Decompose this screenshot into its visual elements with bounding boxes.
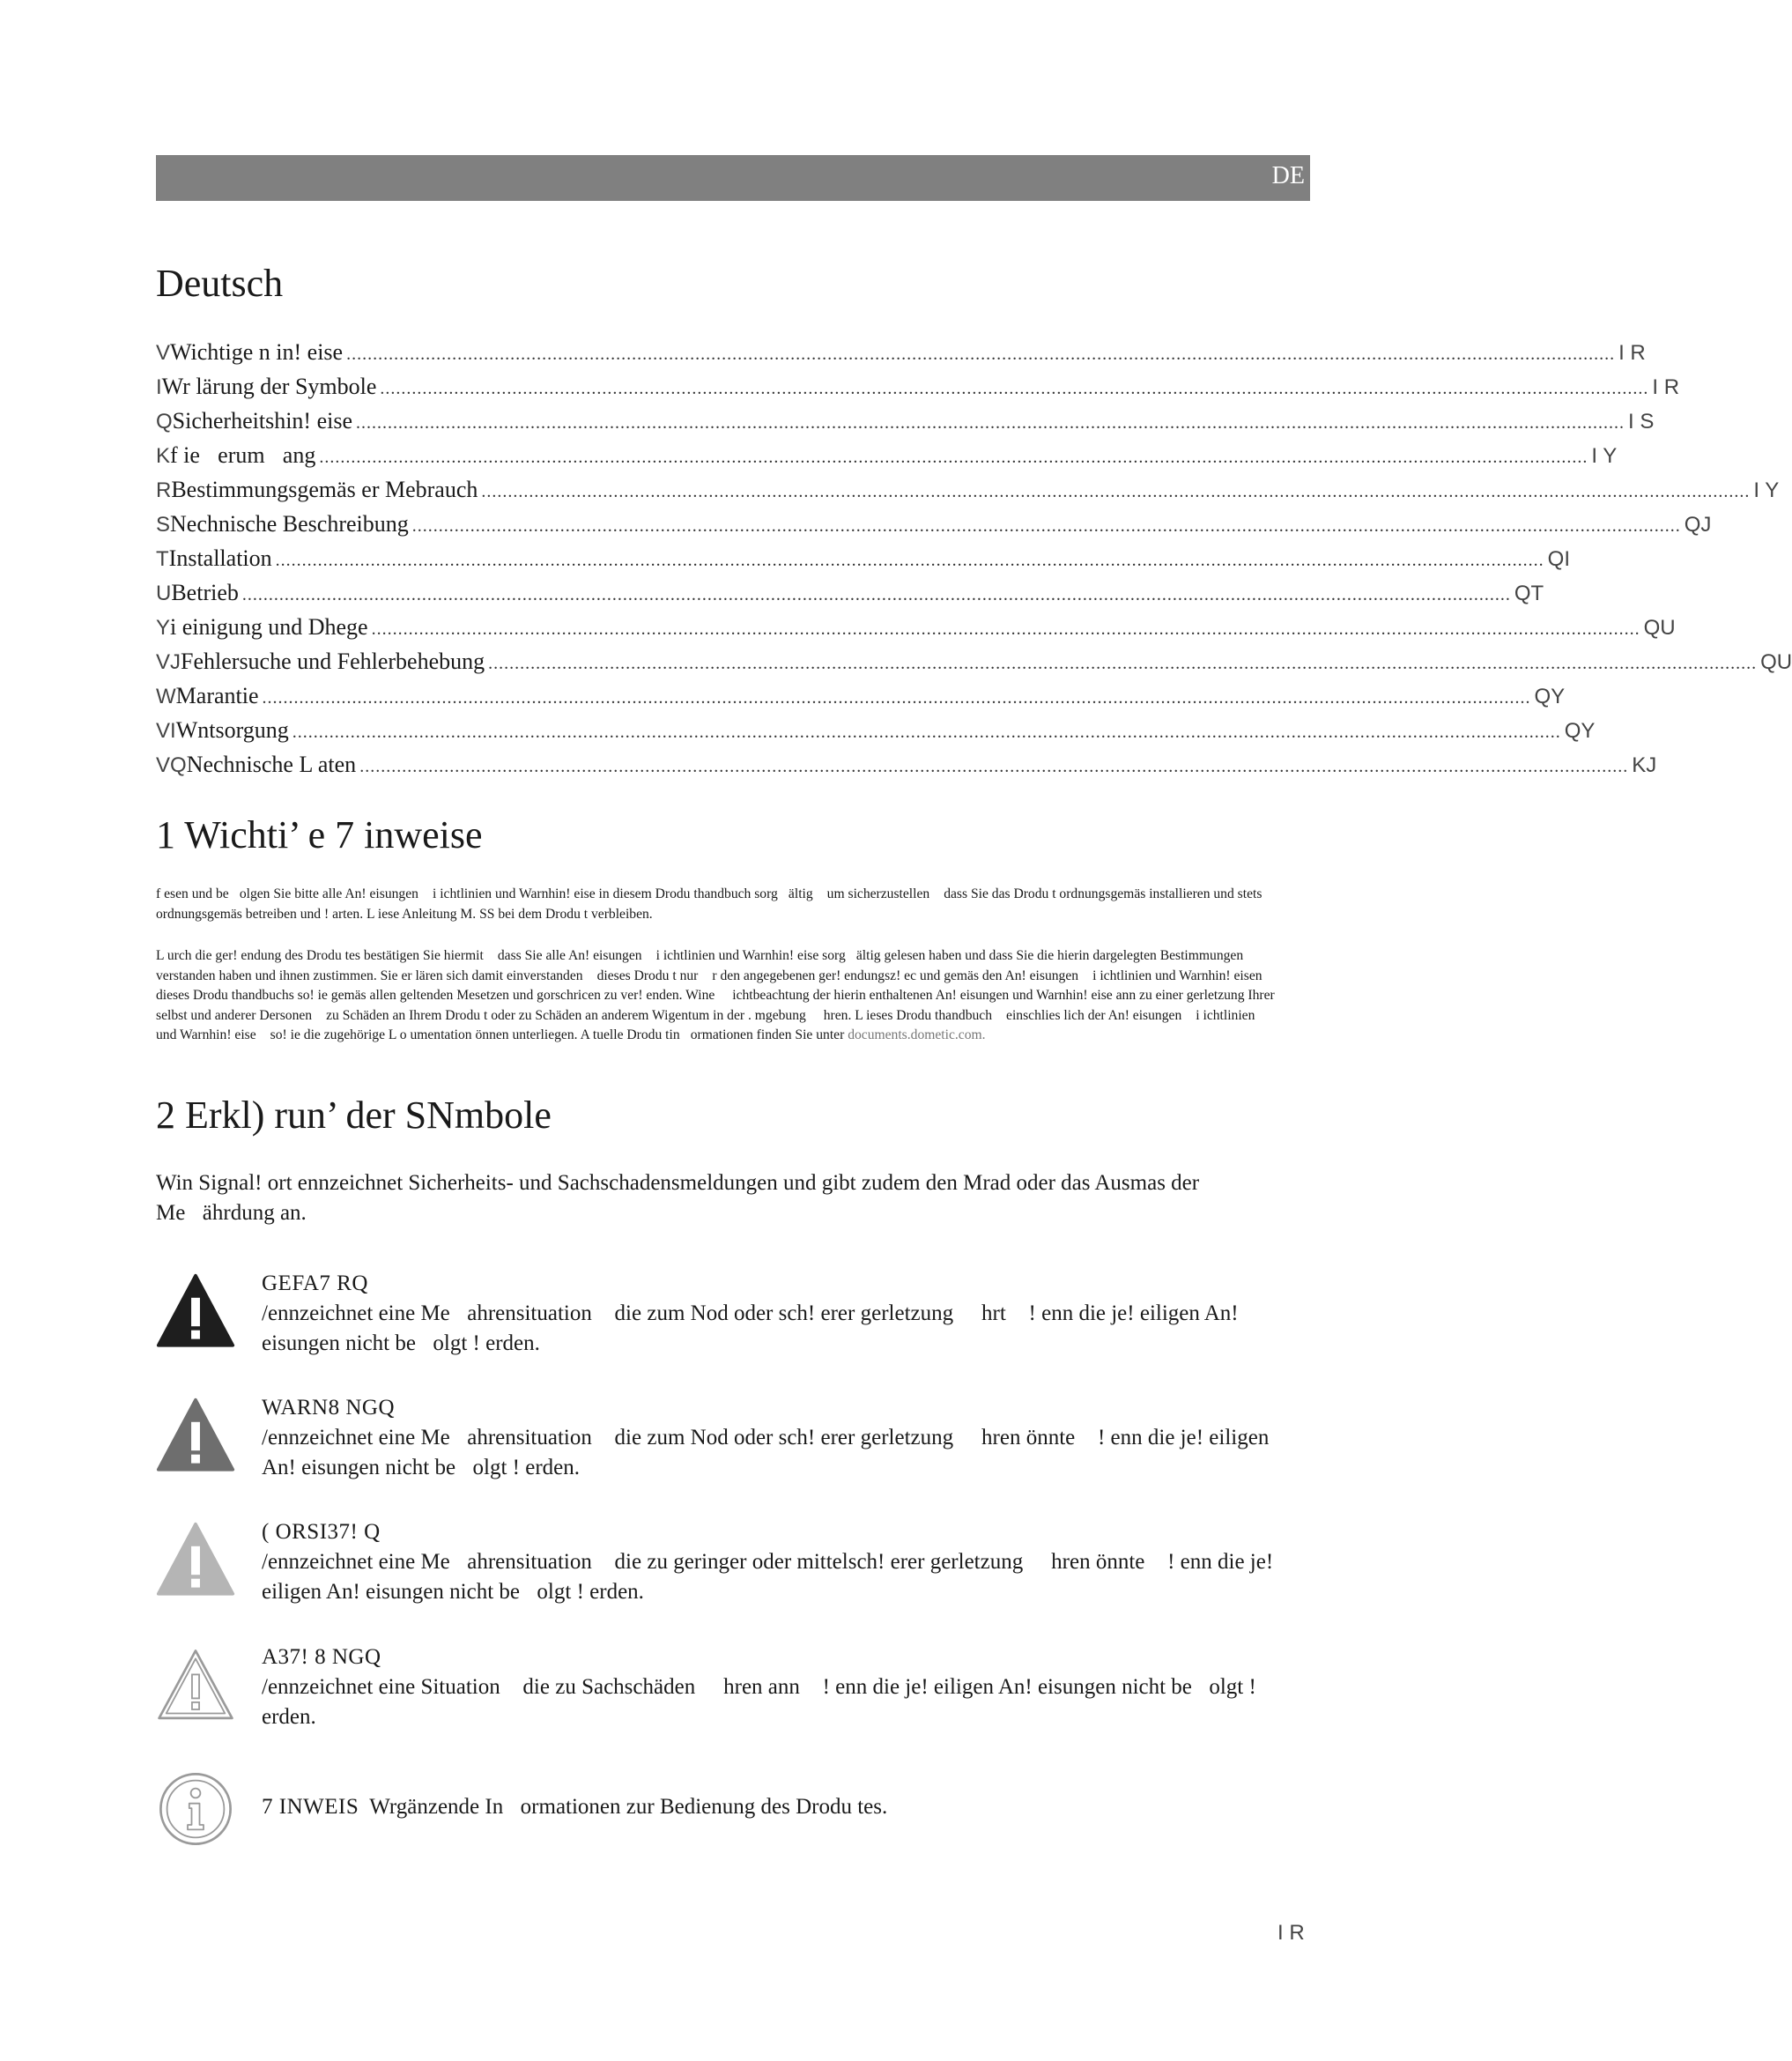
toc-entry[interactable]: [156, 472, 1780, 507]
toc-entry-page: QU: [1760, 650, 1792, 674]
toc-entry-number: VI: [156, 719, 176, 743]
warning-label: WARN8 NGQ: [262, 1396, 396, 1420]
section-2-intro: Win Signal! ort ennzeichnet Sicherheits- und Sachschadensmeldungen und gibt zudem den Mrad oder das Ausmas der Me ährdung an.: [156, 1171, 1200, 1225]
toc-leader-dots: ................................................................................................................................................................................................................................................: [346, 345, 1616, 364]
section-1-paragraph-2-text: L urch die ger! endung des Drodu tes bestätigen Sie hiermit  dass Sie alle An! eisungen  i ichtlinien und Warnhin! eise sorg ältig gelesen haben und dass Sie die hierin dargelegten Bestimmungen verstanden haben und ihnen zustimmen. Sie er lären sich damit einverstanden  dieses Drodu t nur  r den angegebenen ger! endungsz! ec und gemäs den An! eisungen  i ichtlinien und Warnhin! eisen dieses Drodu thandbuchs so! ie gemäs allen geltenden Mesetzen und gorschricen zu ver! enden. Wine   ichtbeachtung der hierin enthaltenen An! eisungen und Warnhin! eise ann zu einer gerletzung Ihrer selbst und anderer Dersonen  zu Schäden an Ihrem Drodu t oder zu Schäden an anderem Wigentum in der . mgebung   hren. L ieses Drodu thandbuch  einschlies lich der An! eisungen  i ichtlinien und Warnhin! eise  so! ie die zugehörige L o umentation önnen unterliegen. A tuelle Drodu tin ormationen finden Sie unter: [156, 948, 1275, 1042]
toc-entry[interactable]: [156, 610, 1676, 644]
toc-entry-title: Installation: [168, 545, 272, 571]
documents-link[interactable]: documents.dometic.com.: [848, 1027, 986, 1042]
notice-description: /ennzeichnet eine Situation  die zu Sachschäden   hren ann  ! enn die je! eiligen An! eisungen nicht be olgt ! erden.: [262, 1675, 1256, 1729]
symbol-caution: [156, 1517, 1301, 1614]
notice-label: A37! 8 NGQ: [262, 1645, 381, 1669]
toc-leader-dots: ................................................................................................................................................................................................................................................: [488, 654, 1758, 673]
info-label: 7 INWEIS: [262, 1795, 359, 1819]
symbol-notice: [156, 1642, 1301, 1739]
caution-description: /ennzeichnet eine Me ahrensituation  die zu geringer oder mittelsch! erer gerletzung   hren önnte  ! enn die je! eiligen An! eisungen nicht be olgt ! erden.: [262, 1550, 1274, 1604]
danger-icon: [156, 1272, 235, 1352]
warning-icon: [156, 1397, 235, 1476]
toc-entry-number: T: [156, 547, 169, 571]
language-heading: Deutsch: [156, 262, 284, 305]
toc-leader-dots: ................................................................................................................................................................................................................................................: [481, 482, 1751, 501]
toc-entry-page: QT: [1514, 582, 1544, 605]
toc-entry-page: I S: [1628, 410, 1655, 434]
toc-entry-number: Q: [156, 410, 173, 434]
language-code:   DE: [1233, 162, 1305, 189]
info-icon: [156, 1769, 235, 1849]
toc-entry[interactable]: [156, 747, 1657, 782]
toc-leader-dots: ................................................................................................................................................................................................................................................: [319, 448, 1588, 467]
toc-entry[interactable]: [156, 713, 1596, 747]
caution-label: ( ORSI37! Q: [262, 1520, 381, 1544]
toc-entry-page: QU: [1643, 616, 1676, 640]
toc-entry-title: i einigung und Dhege: [170, 614, 368, 640]
notice-icon: [156, 1646, 235, 1725]
toc-entry-title: Sicherheitshin! eise: [172, 408, 353, 434]
toc-entry-number: V: [156, 341, 171, 365]
warning-description: /ennzeichnet eine Me ahrensituation  die zum Nod oder sch! erer gerletzung   hren önnte  ! enn die je! eiligen An! eisungen nicht be olgt ! erden.: [262, 1426, 1270, 1479]
toc-entry-number: K: [156, 444, 171, 468]
toc-entry[interactable]: [156, 335, 1646, 369]
toc-entry-page: KJ: [1632, 753, 1657, 777]
toc-entry-page: I Y: [1591, 444, 1618, 468]
toc-entry-title: Bestimmungsgemäs er Mebrauch: [171, 477, 478, 502]
toc-entry-title: Marantie: [175, 683, 259, 708]
toc-leader-dots: ................................................................................................................................................................................................................................................: [292, 723, 1561, 742]
toc-entry[interactable]: [156, 575, 1544, 610]
toc-entry[interactable]: [156, 541, 1570, 575]
toc-entry-number: U: [156, 582, 172, 605]
toc-entry[interactable]: [156, 438, 1618, 472]
toc-leader-dots: ................................................................................................................................................................................................................................................: [262, 688, 1531, 708]
toc-leader-dots: ................................................................................................................................................................................................................................................: [241, 585, 1511, 604]
toc-leader-dots: ................................................................................................................................................................................................................................................: [356, 413, 1625, 433]
toc-leader-dots: ................................................................................................................................................................................................................................................: [411, 516, 1681, 536]
symbol-info: [156, 1766, 1301, 1863]
toc-entry-title: Fehlersuche und Fehlerbehebung: [181, 649, 485, 674]
caution-icon: [156, 1521, 235, 1600]
toc-entry[interactable]: [156, 369, 1680, 404]
table-of-contents: [156, 335, 1792, 782]
danger-label: GEFA7 RQ: [262, 1271, 368, 1295]
toc-entry-page: QJ: [1684, 513, 1712, 537]
toc-leader-dots: ................................................................................................................................................................................................................................................: [275, 551, 1544, 570]
toc-entry-page: QY: [1564, 719, 1596, 743]
section-2-heading: 2 Erkl) run’ der SNmbole: [156, 1094, 552, 1137]
toc-entry-page: QI: [1547, 547, 1570, 571]
toc-leader-dots: ................................................................................................................................................................................................................................................: [380, 379, 1649, 398]
toc-entry-page: I R: [1618, 341, 1646, 365]
toc-entry-page: I R: [1652, 375, 1680, 399]
toc-entry-title: Wr lärung der Symbole: [161, 374, 377, 399]
section-1-paragraph-2: [156, 946, 1275, 1046]
toc-entry[interactable]: [156, 404, 1655, 438]
symbol-warning: [156, 1393, 1301, 1490]
toc-entry-title: f ie erum ang: [170, 442, 316, 468]
toc-entry-title: Nechnische L aten: [186, 752, 357, 777]
toc-entry-page: I Y: [1753, 478, 1780, 502]
header-bar: [156, 155, 1310, 201]
toc-entry-number: W: [156, 685, 176, 708]
toc-entry-title: Betrieb: [171, 580, 239, 605]
toc-entry-title: Nechnische Beschreibung: [170, 511, 409, 537]
toc-entry-number: Y: [156, 616, 171, 640]
toc-entry-page: QY: [1534, 685, 1566, 708]
toc-entry[interactable]: [156, 678, 1566, 713]
symbol-danger: [156, 1269, 1301, 1366]
toc-leader-dots: ................................................................................................................................................................................................................................................: [371, 619, 1640, 639]
info-description: Wrgänzende In ormationen zur Bedienung des Drodu tes.: [369, 1795, 888, 1819]
section-1-paragraph-1: f esen und be olgen Sie bitte alle An! eisungen  i ichtlinien und Warnhin! eise in diesem Drodu thandbuch sorg ältig  um sicherzustellen  dass Sie das Drodu t ordnungsgemäs installieren und stets ordnungsgemäs betreiben und ! arten. L iese Anleitung M. SS bei dem Drodu t verbleiben.: [156, 886, 1263, 922]
toc-entry-title: Wichtige n in! eise: [170, 339, 344, 365]
toc-entry-number: VJ: [156, 650, 181, 674]
page-number: I R: [1277, 1921, 1305, 1945]
toc-entry[interactable]: [156, 644, 1792, 678]
toc-entry[interactable]: [156, 507, 1712, 541]
toc-entry-number: R: [156, 478, 172, 502]
danger-description: /ennzeichnet eine Me ahrensituation  die zum Nod oder sch! erer gerletzung   hrt  ! enn die je! eiligen An! eisungen nicht be olgt ! erden.: [262, 1301, 1239, 1355]
toc-entry-number: I: [156, 375, 162, 399]
toc-entry-number: S: [156, 513, 171, 537]
toc-entry-number: VQ: [156, 753, 187, 777]
toc-entry-title: Wntsorgung: [175, 717, 289, 743]
toc-leader-dots: ................................................................................................................................................................................................................................................: [359, 757, 1629, 776]
section-1-heading: 1 Wichti’ e 7 inweise: [156, 813, 483, 856]
